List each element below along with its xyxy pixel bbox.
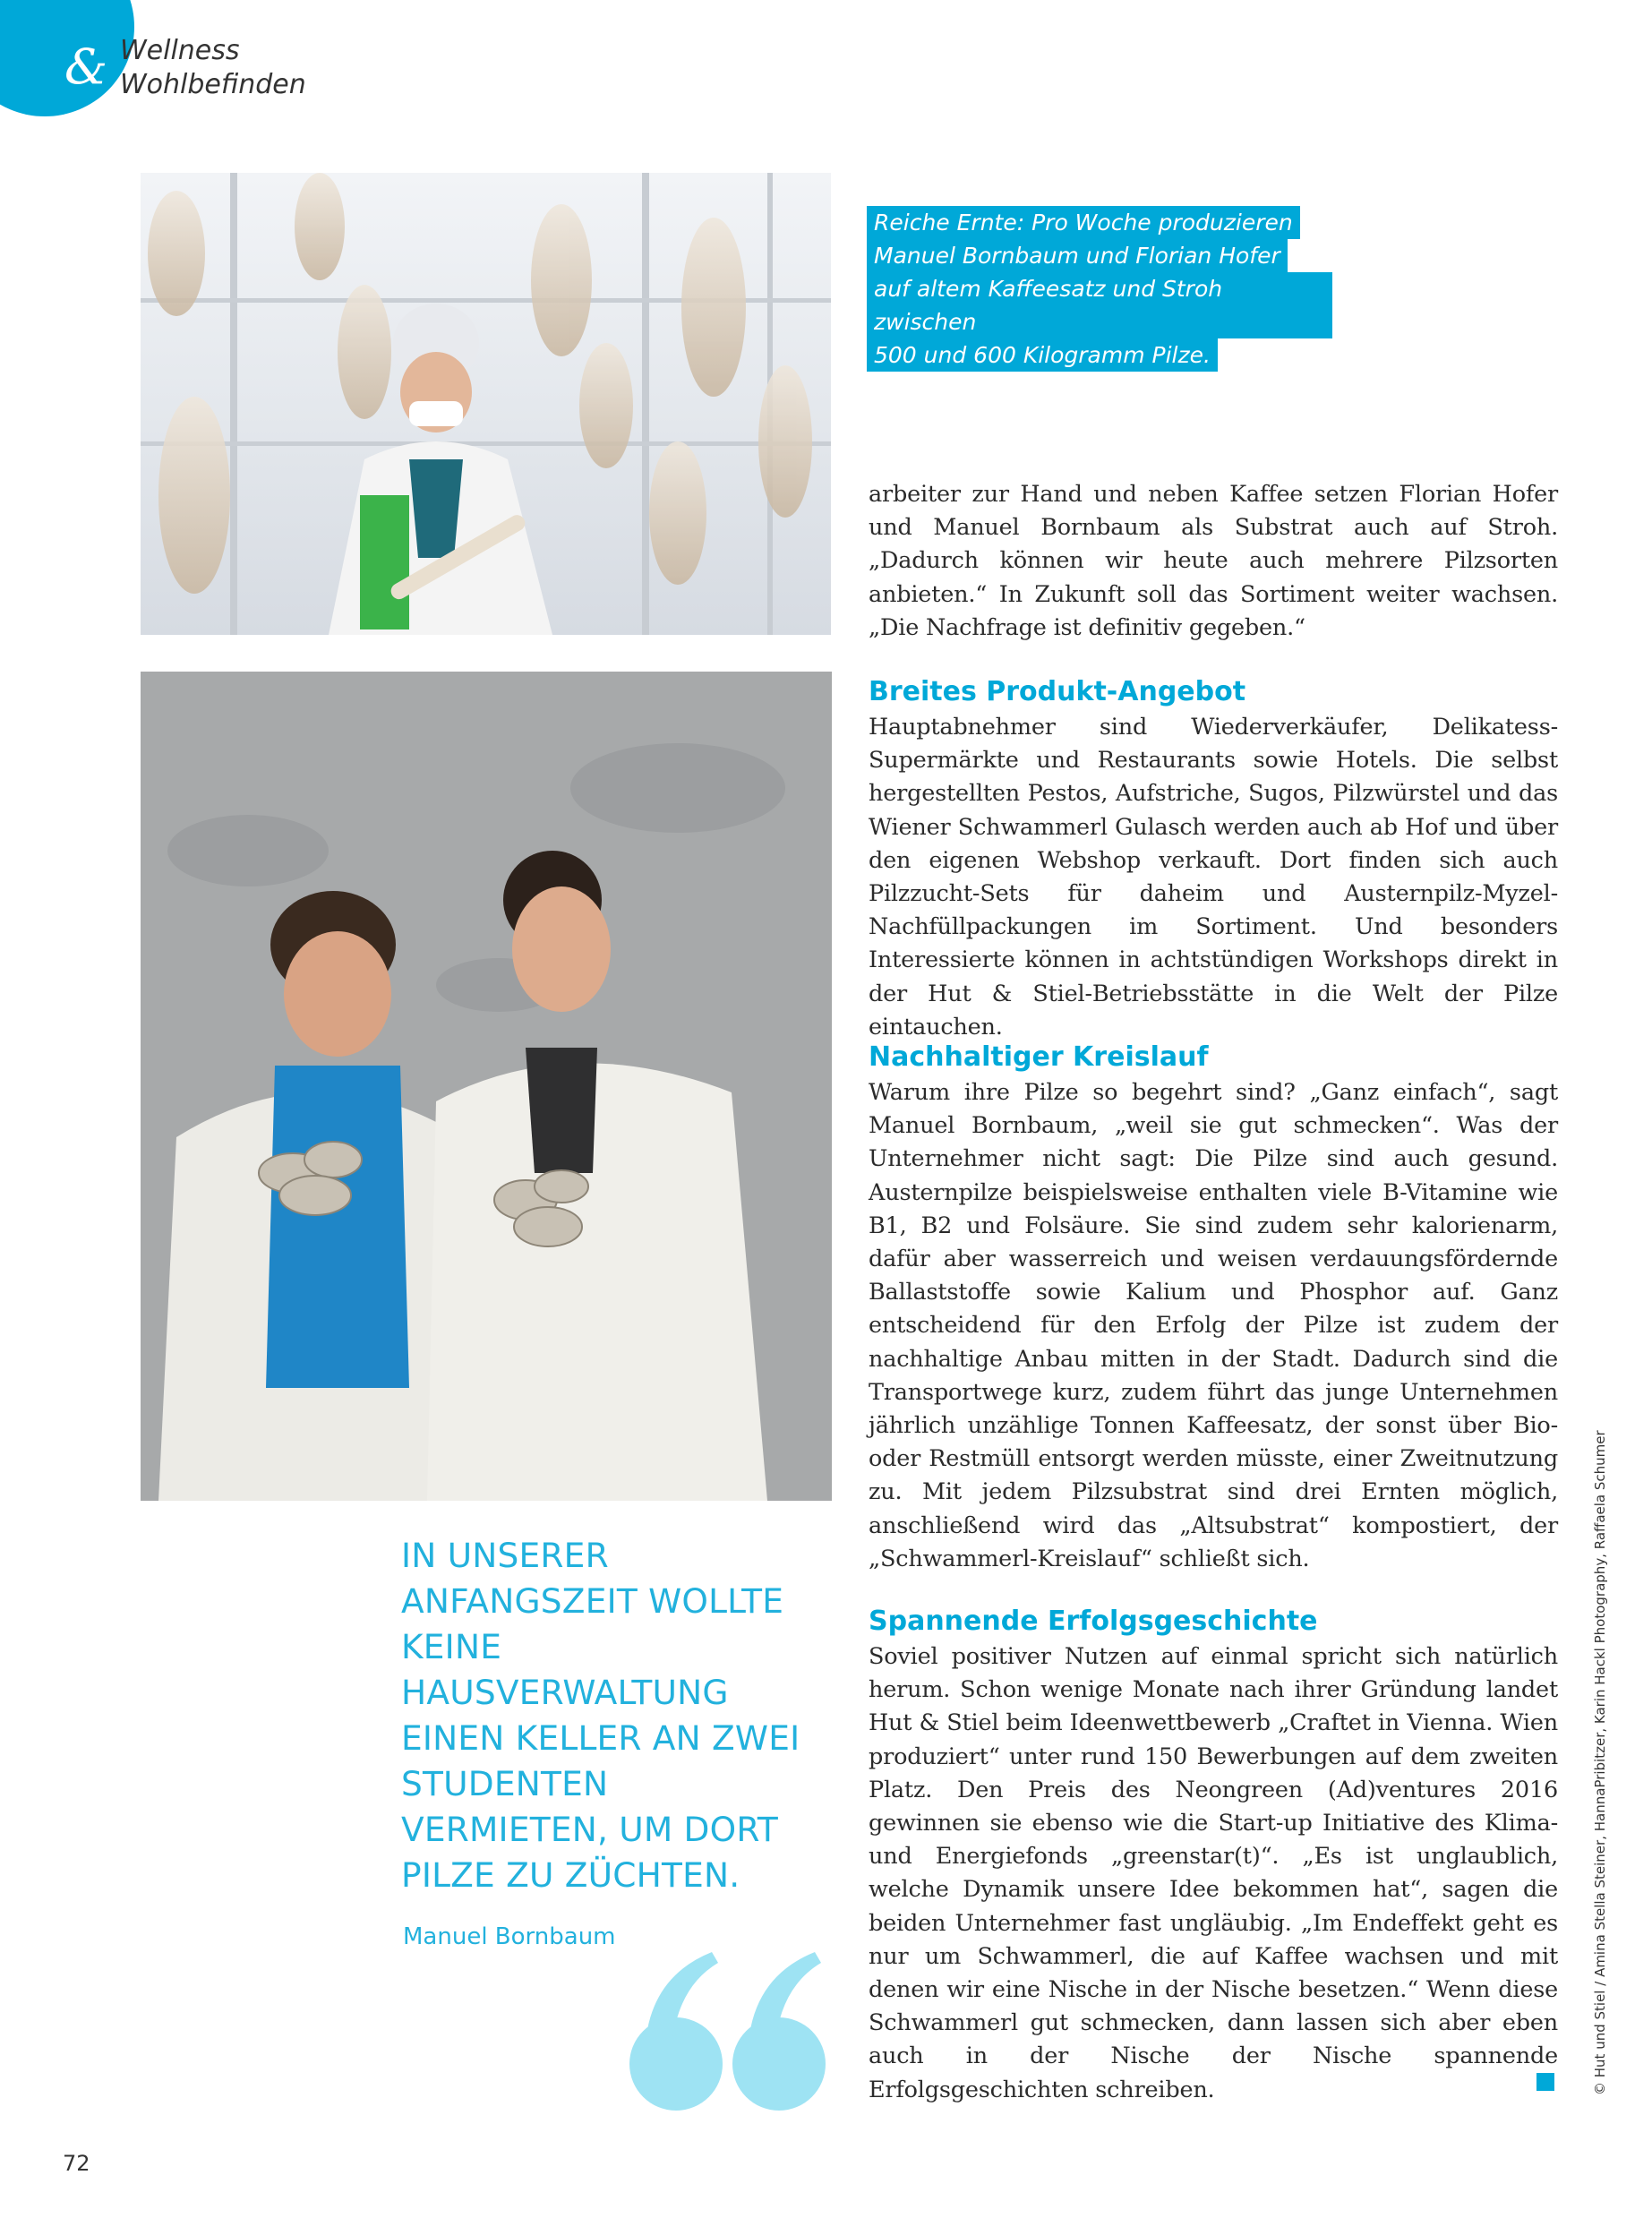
photo-caption (867, 206, 1332, 372)
pull-quote-author: Manuel Bornbaum (403, 1923, 616, 1950)
paragraph: Warum ihre Pilze so begehrt sind? „Ganz einfach“, sagt Manuel Bornbaum, „weil sie gut schmecken“. Was der Unternehmer nicht sagt: Die Pilze sind auch gesund. Austernpilze beispielsweise enthalten viele B-Vitamine wie B1, B2 und Folsäure. Sie sind zudem sehr kalorienarm, dafür aber wasserreich und weisen verdauungsfördernde Ballaststoffe sowie Kalium und Phosphor auf. Ganz entscheidend für den Erfolg der Pilze ist zudem der nachhaltige Anbau mitten in der Stadt. Dadurch sind die Transportwege kurz, zudem führt das junge Unternehmen jährlich unzählige Tonnen Kaffeesatz, der sonst über Bio- oder Restmüll entsorgt werden müsste, einer Zweitnutzung zu. Mit jedem Pilzsubstrat sind drei Ernten möglich, anschließend wird das „Altsubstrat“ kompostiert, der „Schwammerl-Kreislauf“ schließt sich. (869, 1079, 1558, 1572)
heading-nachhaltiger-kreislauf: Nachhaltiger Kreislauf (869, 1041, 1209, 1073)
paragraph: arbeiter zur Hand und neben Kaffee setzen Florian Hofer und Manuel Bornbaum als Substrat auch auf Stroh. „Dadurch können wir heute auch mehrere Pilzsorten anbieten.“ In Zukunft soll das Sortiment weiter wachsen. „Die Nachfrage ist definitiv gegeben.“ (869, 481, 1558, 641)
caption-line: auf altem Kaffeesatz und Stroh zwischen (867, 272, 1332, 338)
section-label-wohlbefinden: Wohlbefinden (120, 69, 306, 100)
section-ampersand: & (64, 39, 108, 95)
section-paragraph (869, 1076, 1558, 1576)
photo-founders (141, 672, 832, 1501)
section-paragraph (869, 1640, 1558, 2107)
heading-breites-produkt-angebot: Breites Produkt-Angebot (869, 676, 1246, 707)
article-end-marker (1536, 2073, 1554, 2091)
photo-cultivation-room (141, 173, 831, 635)
paragraph: Soviel positiver Nutzen auf einmal spricht sich natürlich herum. Schon wenige Monate nach ihrer Gründung landet Hut & Stiel beim Ideenwettbewerb „Craftet in Vienna. Wien produziert“ unter rund 150 Bewerbungen auf dem zweiten Platz. Den Preis des Neongreen (Ad)ventures 2016 gewinnen sie ebenso wie die Start-up Initiative des Klima- und Energiefonds „greenstar(t)“. „Es ist unglaublich, welche Dynamik unsere Idee bekommen hat“, sagen die beiden Unternehmer fast ungläubig. „Im Endeffekt geht es nur um Schwammerl, die auf Kaffee wachsen und mit denen wir eine Nische in der Nische besetzen.“ Wenn diese Schwammerl gut schmecken, dann lassen sich aber eben auch in der Nische der Nische spannende Erfolgsgeschichten schreiben. (869, 1643, 1558, 2103)
caption-line: 500 und 600 Kilogramm Pilze. (867, 338, 1218, 372)
page-number: 72 (63, 2151, 90, 2176)
pull-quote: IN UNSERER ANFANGSZEIT WOLLTE KEINE HAUSVERWALTUNG EINEN KELLER AN ZWEI STUDENTEN VERMIETEN, UM DORT PILZE ZU ZÜCHTEN. (401, 1536, 800, 1895)
caption-line: Reiche Ernte: Pro Woche produzieren (867, 206, 1300, 239)
intro-paragraph (869, 478, 1558, 645)
section-label-wellness: Wellness (120, 35, 240, 66)
heading-spannende-erfolgsgeschichte: Spannende Erfolgsgeschichte (869, 1606, 1318, 1637)
photo-credits: © Hut und Stiel / Amina Stella Steiner, HannaPribitzer, Karin Hackl Photography, Raffaela Schumer (1592, 1430, 1608, 2095)
caption-line: Manuel Bornbaum und Florian Hofer (867, 239, 1288, 272)
quote-marks-icon (627, 1952, 833, 2113)
section-paragraph (869, 711, 1558, 1044)
paragraph: Hauptabnehmer sind Wiederverkäufer, Delikatess-Supermärkte und Restaurants sowie Hotels. Die selbst hergestellten Pestos, Aufstriche, Sugos, Pilzwürstel und das Wiener Schwammerl Gulasch werden auch ab Hof und über den eigenen Webshop verkauft. Dort finden sich auch Pilzzucht-Sets für daheim und Austernpilz-Myzel-Nachfüllpackungen im Sortiment. Und besonders Interessierte können in achtstündigen Workshops direkt in der Hut & Stiel-Betriebsstätte in die Welt der Pilze eintauchen. (869, 714, 1558, 1040)
